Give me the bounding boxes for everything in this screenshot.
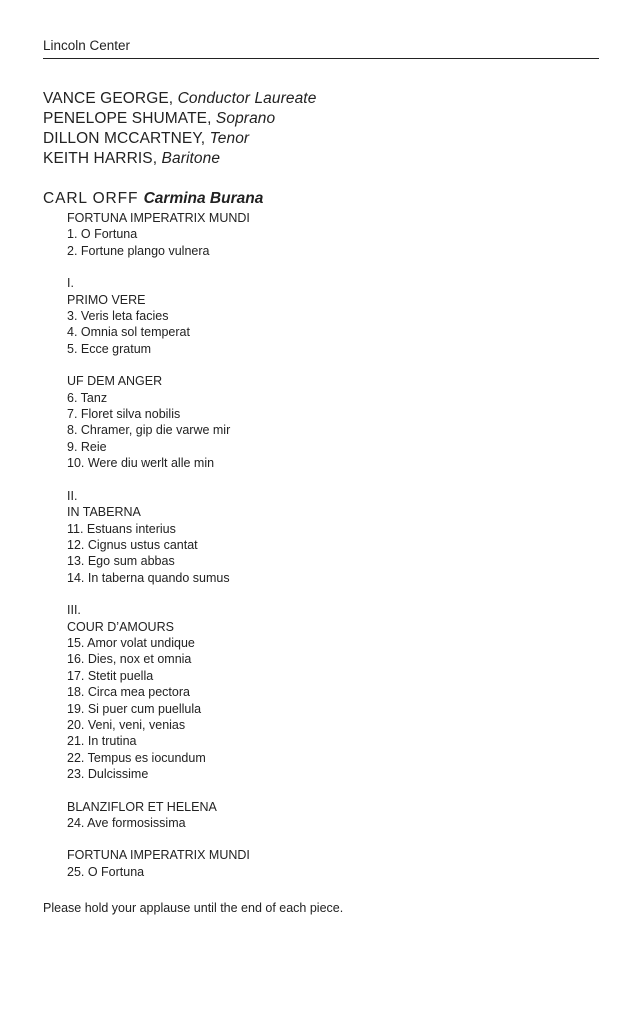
applause-note: Please hold your applause until the end of each piece. [43,901,344,916]
performer-role: Baritone [161,150,221,167]
program-line: IN TABERNA [67,505,141,520]
program-line: 22. Tempus es iocundum [67,750,206,765]
page-header [43,38,599,59]
performer-name: PENELOPE SHUMATE, [43,110,216,127]
program-section [67,847,599,880]
program-line: BLANZIFLOR ET HELENA [67,799,217,814]
program-section [67,275,599,357]
program-line: 21. In trutina [67,734,137,749]
program-line: FORTUNA IMPERATRIX MUNDI [67,848,250,863]
program-line: 15. Amor volat undique [67,635,195,650]
program-line: 16. Dies, nox et omnia [67,652,192,667]
program-line: PRIMO VERE [67,292,146,307]
program-line: 17. Stetit puella [67,668,154,683]
program-line: 14. In taberna quando sumus [67,570,230,585]
program-line: 3. Veris leta facies [67,309,169,324]
program-line: 2. Fortune plango vulnera [67,243,210,258]
performer-soprano [43,109,599,129]
program-content [43,0,599,916]
performer-name: DILLON MCCARTNEY, [43,130,210,147]
program-line: FORTUNA IMPERATRIX MUNDI [67,211,250,225]
program-line: III. [67,603,81,618]
program-line: II. [67,488,78,503]
program-line: 6. Tanz [67,390,108,405]
program-line: 8. Chramer, gip die varwe mir [67,423,231,438]
program-section [67,373,599,471]
venue-title: Lincoln Center [43,38,131,53]
program-section [67,799,599,832]
program-section [67,488,599,586]
performers-list [43,89,599,169]
program-line: 19. Si puer cum puellula [67,701,202,716]
program-line: 20. Veni, veni, venias [67,717,186,732]
program-line: 24. Ave formosissima [67,816,186,830]
program-line: 10. Were diu werlt alle min [67,456,215,471]
program-line: 7. Floret silva nobilis [67,407,181,422]
program-line: COUR D’AMOURS [67,619,174,634]
program-line: I. [67,276,74,291]
program-line: 23. Dulcissime [67,767,149,782]
composer-name: CARL ORFF [43,190,139,207]
program-line: UF DEM ANGER [67,374,163,389]
performer-role: Soprano [215,110,276,127]
program-line: 11. Estuans interius [67,521,176,536]
work-name: Carmina Burana [143,190,264,207]
performer-baritone [43,149,599,169]
movement-list [67,210,599,880]
work-heading [43,189,599,209]
program-line: 4. Omnia sol temperat [67,325,190,340]
program-line: 9. Reie [67,439,107,454]
performer-role: Tenor [209,130,250,147]
performer-name: VANCE GEORGE, [43,90,178,107]
program-line: 25. O Fortuna [67,864,145,879]
program-line: 13. Ego sum abbas [67,554,175,569]
program-section [67,602,599,782]
performer-name: KEITH HARRIS, [43,150,162,167]
program-line: 12. Cignus ustus cantat [67,537,198,552]
program-section [67,210,599,259]
program-line: 1. O Fortuna [67,227,138,242]
performer-role: Conductor Laureate [177,90,317,107]
performer-conductor [43,89,599,109]
performer-tenor [43,129,599,149]
program-line: 5. Ecce gratum [67,341,152,356]
program-line: 18. Circa mea pectora [67,685,190,700]
